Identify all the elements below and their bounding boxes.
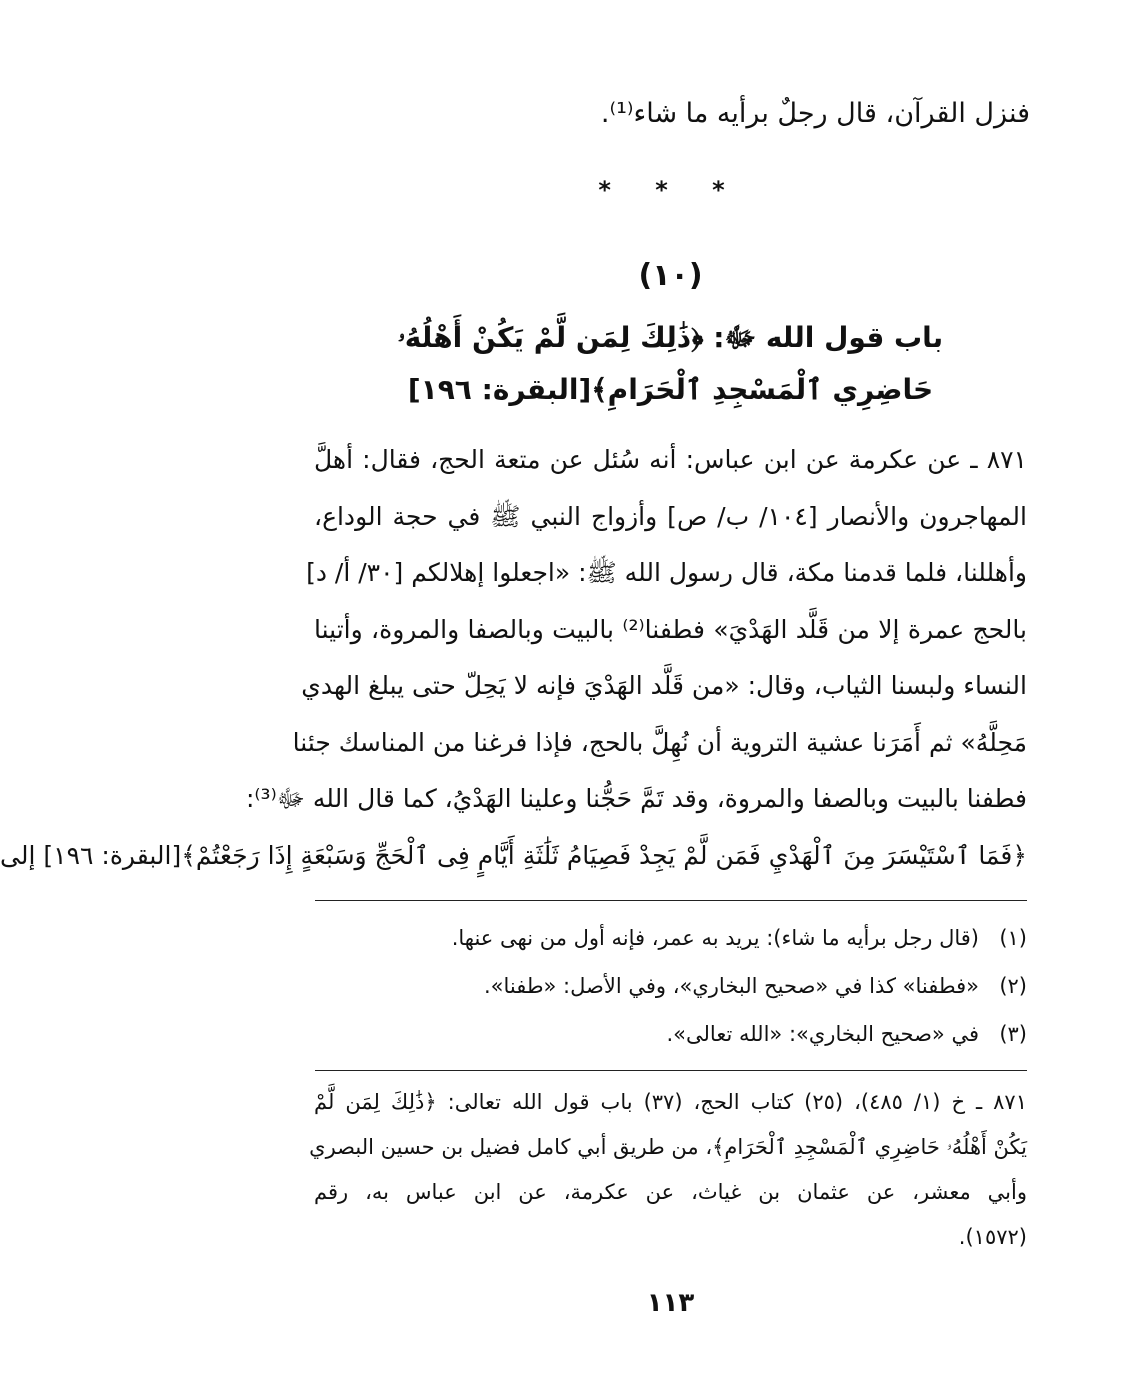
hadith-line: مَحِلَّهُ» ثم أَمَرَنا عشية التروية أن نُهِلَّ بالحج، فإذا فرغنا من المناسك جئنا [292,727,1027,757]
intro-line: فنزل القرآن، قال رجلٌ برأيه ما شاء⁽¹⁾. [600,98,1030,129]
source-line: يَكُنْ أَهْلُهُۥ حَاضِرِي ٱلْمَسْجِدِ ٱلْحَرَامِ﴾، من طريق أبي كامل فضيل بن حسين البصري [309,1135,1027,1159]
chapter-title-line-1: باب قول الله ﷻ: ﴿ذَٰلِكَ لِمَن لَّمْ يَكُنْ أَهْلُهُۥ [397,321,944,354]
chapter-number: (١٠) [638,258,703,293]
source-line: ٨٧١ ـ خ (١/ ٤٨٥)، (٢٥) كتاب الحج، (٣٧) باب قول الله تعالى: ﴿ذَٰلِكَ لِمَن لَّمْ [314,1090,1027,1114]
hadith-line: وأهللنا، فلما قدمنا مكة، قال رسول الله ﷺ: «اجعلوا إهلالكم [٣٠/ أ/ د] [306,558,1027,587]
sources-divider [315,1070,1027,1071]
chapter-title [289,312,1052,416]
footnote-number: (١) [999,926,1027,950]
hadith-line: بالحج عمرة إلا من قَلَّد الهَدْيَ» فطفنا⁽²⁾ بالبيت وبالصفا والمروة، وأتينا [314,614,1027,644]
footnote-divider [315,900,1027,901]
hadith-line: ﴿فَمَا ٱسْتَيْسَرَ مِنَ ٱلْهَدْيِ فَمَن لَّمْ يَجِدْ فَصِيَامُ ثَلَٰثَةِ أَيَّامٍ فِى ٱلْحَجِّ وَسَبْعَةٍ إِذَا رَجَعْتُمْ﴾[البقرة: ١٩٦] إلى [0,840,1027,870]
page-number: ١١٣ [646,1288,695,1318]
footnote-number: (٣) [999,1022,1027,1046]
source-line: (١٥٧٢). [958,1225,1027,1249]
footnote-item [314,962,1027,1010]
footnote-number: (٢) [999,974,1027,998]
hadith-line: ٨٧١ ـ عن عكرمة عن ابن عباس: أنه سُئل عن متعة الحج، فقال: أهلَّ [314,445,1027,474]
hadith-line: فطفنا بالبيت وبالصفا والمروة، وقد تَمَّ حَجُّنا وعلينا الهَدْيُ، كما قال الله ﷻ⁽³⁾: [245,784,1027,813]
footnote-text: «فطفنا» كذا في «صحيح البخاري»، وفي الأصل: «طفنا». [483,974,979,998]
hadith-text [0,432,1027,884]
footnote-text: (قال رجل برأيه ما شاء): يريد به عمر، فإنه أول من نهى عنها. [451,926,979,950]
hadith-line: المهاجرون والأنصار [١٠٤/ ب/ ص] وأزواج النبي ﷺ في حجة الوداع، [314,501,1027,531]
hadith-sources [309,1080,1027,1260]
footnotes [314,914,1027,1058]
footnote-item [314,1010,1027,1058]
source-line: وأبي معشر، عن عثمان بن غياث، عن عكرمة، عن ابن عباس به، رقم [314,1180,1027,1204]
footnote-item [314,914,1027,962]
hadith-line: النساء ولبسنا الثياب، وقال: «من قَلَّد الهَدْيَ فإنه لا يَحِلّ حتى يبلغ الهدي [301,671,1027,700]
chapter-title-line-2: حَاضِرِي ٱلْمَسْجِدِ ٱلْحَرَامِ﴾[البقرة: ١٩٦] [407,373,934,406]
section-separator: * * * [598,176,743,204]
footnote-text: في «صحيح البخاري»: «الله تعالى». [666,1022,979,1046]
